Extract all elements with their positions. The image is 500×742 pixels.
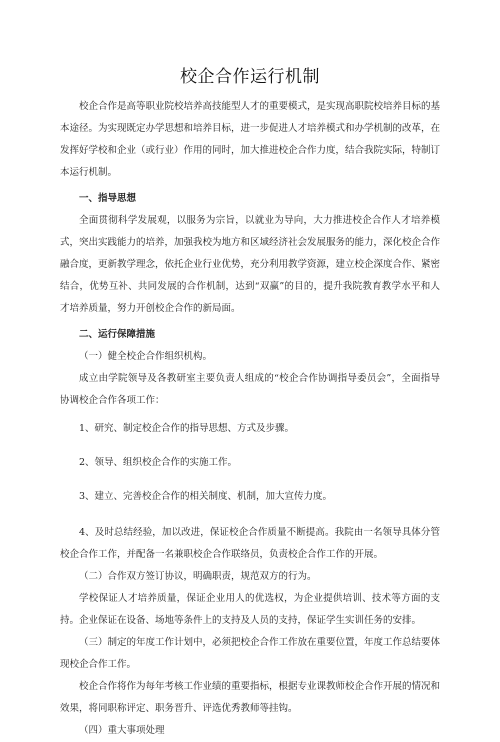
subsection-heading-agreement: （二）合作双方签订协议，明确职责，规范双方的行为。 [79,571,317,582]
document-body [60,96,440,742]
page-title: 校企合作运行机制 [180,67,320,87]
intro-paragraph: 校企合作是高等职业院校培养高技能型人才的重要模式，是实现高职院校培养目标的基本途径。为实现既定办学思想和培养目标，进一步促进人才培养模式和办学机制的改革，在发挥好学校和企业（或行业）作用的同时，加大推进校企合作力度，结合我院实际，特制订本运行机制。 [60,101,441,178]
list-item-4-paragraph: 4、及时总结经验，加以改进，保证校企合作质量不断提高。我院由一名领导具体分管校企合作工作，并配备一名兼职校企合作联络员，负责校企合作工作的开展。 [60,527,440,560]
annual-plan-paragraph: 校企合作将作为每年考核工作业绩的重要指标，根据专业课教师校企合作开展的情况和效果，将同职称评定、职务晋升、评选优秀教师等挂钩。 [60,681,441,714]
agreement-paragraph: 学校保证人才培养质量，保证企业用人的优选权，为企业提供培训、技术等方面的支持。企业保证在设备、场地等条件上的支持及人员的支持，保证学生实训任务的安排。 [60,593,440,626]
list-item: 1、研究、制定校企合作的指导思想、方式及步骤。 [79,423,295,434]
list-item: 2、领导、组织校企合作的实施工作。 [79,457,238,468]
list-item: 3、建立、完善校企合作的相关制度、机制，加大宣传力度。 [79,491,333,502]
subsection-heading-annual-plan: （三）制定的年度工作计划中，必须把校企合作工作放在重要位置，年度工作总结要体现校企合作工作。 [60,637,441,670]
section-heading-guiding-ideology: 一、指导思想 [79,193,137,204]
subsection-heading-organization: （一）健全校企合作组织机构。 [79,351,213,362]
organization-paragraph: 成立由学院领导及各教研室主要负责人组成的“校企合作协调指导委员会”，全面指导协调校企合作各项工作： [60,373,440,406]
subsection-heading-major-matters: （四）重大事项处理 [79,725,165,736]
guiding-ideology-paragraph: 全面贯彻科学发展观，以服务为宗旨，以就业为导向，大力推进校企合作人才培养模式，突出实践能力的培养，加强我校为地方和区域经济社会发展服务的能力，深化校企合作融合度，更新教学理念，依托企业行业优势，充分利用教学资源，建立校企深度合作、紧密结合，优势互补、共同发展的合作机制，达到“双赢”的目的，提升我院教育教学水平和人才培养质量，努力开创校企合作的新局面。 [60,215,441,314]
section-heading-safeguard-measures: 二、运行保障措施 [79,329,156,340]
